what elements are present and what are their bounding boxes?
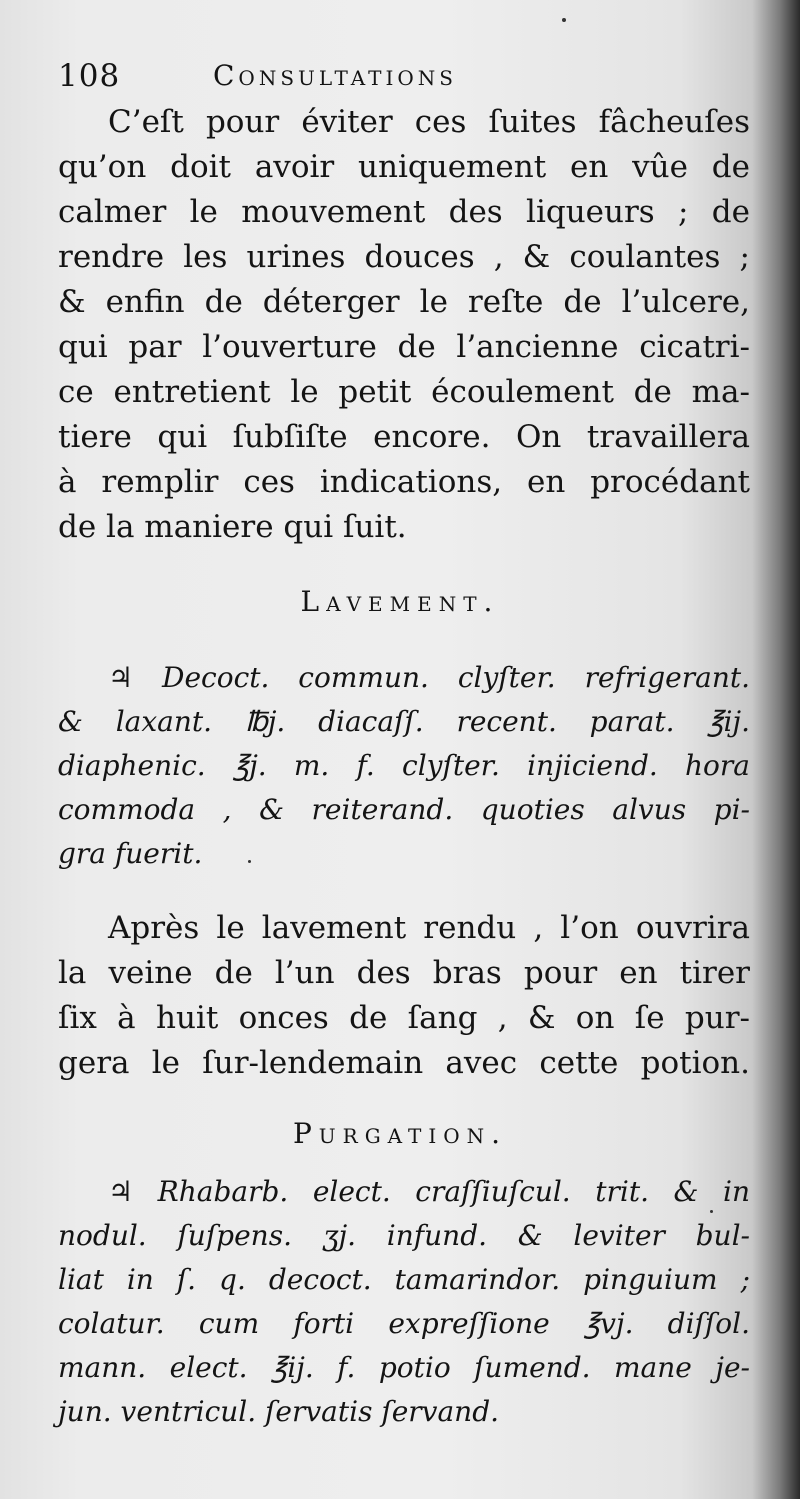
text-line: de la maniere qui ſuit.: [58, 509, 407, 545]
paragraph-1: [58, 100, 750, 550]
text-line: ſix à huit onces de ſang , & on ſe pur-: [58, 1000, 750, 1036]
text-line: & laxant. ℔j. diacaſſ. recent. parat. ℥ij.: [58, 705, 750, 738]
text-line: mann. elect. ℥ij. f. potio ſumend. mane je-: [58, 1351, 750, 1384]
page-header: [58, 56, 748, 96]
text-line: diaphenic. ℥j. m. f. clyſter. injiciend. hora: [58, 749, 750, 782]
text-line: gra fuerit.: [58, 837, 203, 870]
text-line: rendre les urines douces , & coulantes ;: [58, 239, 750, 275]
section-heading-purgation: Purgation.: [292, 1117, 508, 1150]
text-line: la veine de l’un des bras pour en tirer: [58, 955, 750, 991]
text-line: commoda , & reiterand. quoties alvus pi-: [58, 793, 750, 826]
text-line: liat in ſ. q. decoct. tamarindor. pinguium ;: [58, 1263, 750, 1296]
paper-speck: [248, 860, 251, 863]
prescription-purgation: [58, 1170, 750, 1434]
prescription-lavement: [58, 656, 750, 876]
text-line: ♃ Decoct. commun. clyſter. refrigerant.: [108, 661, 750, 694]
paragraph-2: [58, 906, 750, 1086]
text-line: tiere qui ſubſiſte encore. On travaillera: [58, 419, 750, 455]
running-title: Consultations: [213, 59, 457, 92]
paper-speck: [710, 1210, 713, 1213]
text-line: qu’on doit avoir uniquement en vûe de: [58, 149, 750, 185]
text-line: ♃ Rhabarb. elect. craſſiuſcul. trit. & in: [108, 1175, 750, 1208]
text-line: Après le lavement rendu , l’on ouvrira: [108, 910, 750, 946]
text-line: à remplir ces indications, en procédant: [58, 464, 750, 500]
text-line: ce entretient le petit écoulement de ma-: [58, 374, 750, 410]
text-line: colatur. cum forti expreſſione ℥vj. diſſol.: [58, 1307, 750, 1340]
text-line: C’eſt pour éviter ces ſuites fâcheuſes: [108, 104, 750, 140]
text-line: qui par l’ouverture de l’ancienne cicatri-: [58, 329, 750, 365]
paper-speck: [562, 18, 566, 22]
text-line: nodul. ſuſpens. ʒj. infund. & leviter bul-: [58, 1219, 750, 1252]
text-line: & enfin de déterger le reſte de l’ulcere,: [58, 284, 750, 320]
text-line: jun. ventricul. ſervatis ſervand.: [58, 1395, 500, 1428]
section-heading-lavement: Lavement.: [300, 585, 500, 618]
page-number: 108: [58, 58, 121, 94]
text-line: gera le ſur-lendemain avec cette potion.: [58, 1045, 750, 1081]
text-line: calmer le mouvement des liqueurs ; de: [58, 194, 750, 230]
